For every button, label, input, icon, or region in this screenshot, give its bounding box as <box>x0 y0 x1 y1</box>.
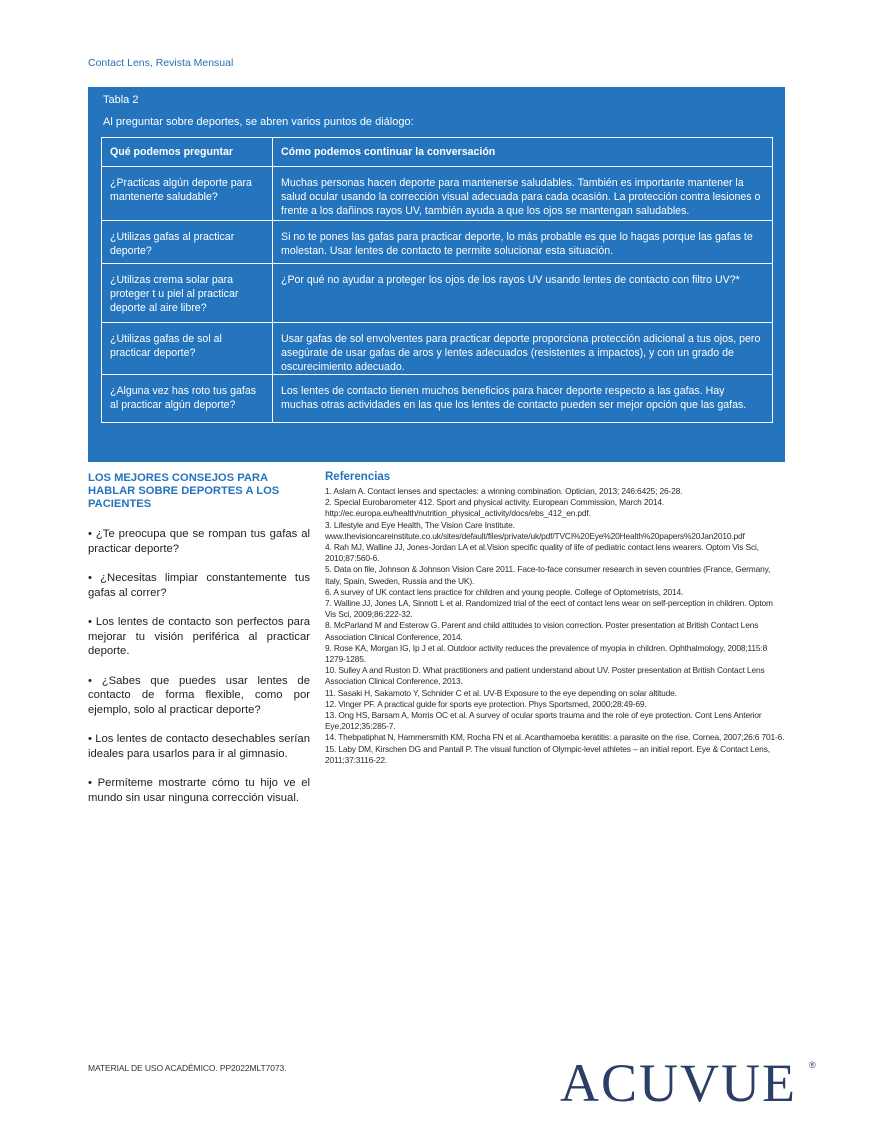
registered-mark: ® <box>809 1060 816 1070</box>
table-row <box>102 264 773 323</box>
reference-item: 12. Vinger PF. A practical guide for sports eye protection. Phys Sportsmed, 2000;28:49-69. <box>325 698 647 709</box>
references-list <box>325 486 785 766</box>
question-cell: ¿Utilizas crema solar para proteger t u piel al practicar deporte al aire libre? <box>102 264 273 323</box>
table-row <box>102 375 773 423</box>
footer-note: MATERIAL DE USO ACADÉMICO. PP2022MLT7073. <box>88 1063 287 1073</box>
table-header-row <box>102 138 773 167</box>
reference-item: 10. Sulley A and Ruston D. What practitioners and patient understand about UV. Poster presentation at British Contact Lens Association Clinical Conference, 2013. <box>325 665 765 687</box>
brand-logo: ACUVUE <box>560 1053 797 1113</box>
tip-item: • ¿Necesitas limpiar constantemente tus gafas al correr? <box>88 572 310 599</box>
question-cell: ¿Utilizas gafas al practicar deporte? <box>102 221 273 264</box>
conversation-table <box>101 137 773 423</box>
tip-item: • ¿Sabes que puedes usar lentes de contacto de forma flexible, como por ejemplo, solo al practicar deporte? <box>88 674 310 716</box>
tip-item: • Permíteme mostrarte cómo tu hijo ve el mundo sin usar ninguna corrección visual. <box>88 777 310 804</box>
answer-cell: Si no te pones las gafas para practicar deporte, lo más probable es que lo hagas porque las gafas te molestan. Usar lentes de contacto te permite solucionar esta situación. <box>273 221 773 264</box>
answer-cell: ¿Por qué no ayudar a proteger los ojos de los rayos UV usando lentes de contacto con filtro UV?* <box>273 264 773 323</box>
table-title: Tabla 2 <box>103 94 139 106</box>
reference-item: 3. Lifestyle and Eye Health, The Vision Care Institute. www.thevisioncareinstitute.co.uk/sites/default/files/private/uk/pdf/TVCI%20Eye%20Health%20papers%20Jan2010.pdf <box>325 519 745 541</box>
reference-item: 11. Sasaki H, Sakamoto Y, Schnider C et al. UV-B Exposure to the eye depending on solar altitude. <box>325 687 677 698</box>
tip-item: • ¿Te preocupa que se rompan tus gafas al practicar deporte? <box>88 528 310 555</box>
tip-item: • Los lentes de contacto son perfectos para mejorar tu visión periférica al practicar deporte. <box>88 616 310 657</box>
answer-cell: Usar gafas de sol envolventes para practicar deporte proporciona protección adicional a tus ojos, pero asegúrate de usar gafas de aros y lentes adecuados (resistentes a impactos), y con un grado de oscurecimiento adecuado. <box>273 323 773 375</box>
table-row <box>102 167 773 221</box>
table-row <box>102 323 773 375</box>
table-intro: Al preguntar sobre deportes, se abren varios puntos de diálogo: <box>103 116 414 128</box>
reference-item: 8. McParland M and Esterow G. Parent and child attitudes to vision correction. Poster presentation at British Contact Lens Association Clinical Conference, 2014. <box>325 620 759 642</box>
column-header-answer: Cómo podemos continuar la conversación <box>273 138 773 167</box>
table-row <box>102 221 773 264</box>
running-head: Contact Lens, Revista Mensual <box>88 57 234 69</box>
question-cell: ¿Utilizas gafas de sol al practicar deporte? <box>102 323 273 375</box>
reference-item: 2. Special Eurobarometer 412. Sport and physical activity. European Commission, March 2014. http://ec.europa.eu/health/nutrition_physical_activity/docs/ebs_412_en.pdf. <box>325 497 665 519</box>
question-cell: ¿Alguna vez has roto tus gafas al practicar algún deporte? <box>102 375 273 423</box>
reference-item: 14. Thebpatiphat N, Hammersmith KM, Rocha FN et al. Acanthamoeba keratitis: a parasite on the rise. Cornea, 2007;26:6 701-6. <box>325 732 785 743</box>
reference-item: 4. Rah MJ, Walline JJ, Jones-Jordan LA et al.Vision specific quality of life of pediatric contact lens wearers. Optom Vis Sci, 2010;87:560-6. <box>325 542 759 564</box>
answer-cell: Los lentes de contacto tienen muchos beneficios para hacer deporte respecto a las gafas. Hay muchas otras actividades en las que los lentes de contacto pueden ser mejor opción que las gafas. <box>273 375 773 423</box>
reference-item: 9. Rose KA, Morgan IG, Ip J et al. Outdoor activity reduces the prevalence of myopia in children. Ophthalmology, 2008;115:8 1279-1285. <box>325 642 768 665</box>
reference-item: 15. Laby DM, Kirschen DG and Pantall P. The visual function of Olympic-level athletes – an initial report. Eye & Contact Lens, 2011;37:3116-22. <box>325 743 770 765</box>
reference-item: 6. A survey of UK contact lens practice for children and young people. College of Optometrists, 2014. <box>325 586 684 597</box>
reference-item: 1. Aslam A. Contact lenses and spectacles: a winning combination. Optician, 2013; 246:6425; 26-28. <box>325 486 683 496</box>
tips-list <box>88 527 310 820</box>
reference-item: 13. Ong HS, Barsam A, Morris OC et al. A survey of ocular sports trauma and the role of eye protection. Cont Lens Anterior Eye,2012;35:285-7. <box>325 710 762 732</box>
question-cell: ¿Practicas algún deporte para mantenerte saludable? <box>102 167 273 221</box>
references-heading: Referencias <box>325 471 391 483</box>
answer-cell: Muchas personas hacen deporte para mantenerse saludables. También es importante mantener la salud ocular usando la corrección visual adecuada para cada ocasión. La protección contra lesiones o frente a los dañinos rayos UV, también ayuda a que los ojos se mantengan saludables. <box>273 167 773 221</box>
column-header-question: Qué podemos preguntar <box>102 138 273 167</box>
tip-item: • Los lentes de contacto desechables serían ideales para usarlos para ir al gimnasio. <box>88 733 310 760</box>
reference-item: 5. Data on file, Johnson & Johnson Vision Care 2011. Face-to-face consumer research in seven countries (France, Germany, Italy, Spain, Sweden, Russia and the UK). <box>325 564 771 586</box>
table-panel <box>88 87 785 462</box>
tips-heading: LOS MEJORES CONSEJOS PARA HABLAR SOBRE DEPORTES A LOS PACIENTES <box>88 472 280 510</box>
reference-item: 7. Walline JJ, Jones LA, Sinnott L et al. Randomized trial of the eect of contact lens wear on self-perception in children. Optom Vis Sci, 2009;86:222-32. <box>325 598 773 620</box>
